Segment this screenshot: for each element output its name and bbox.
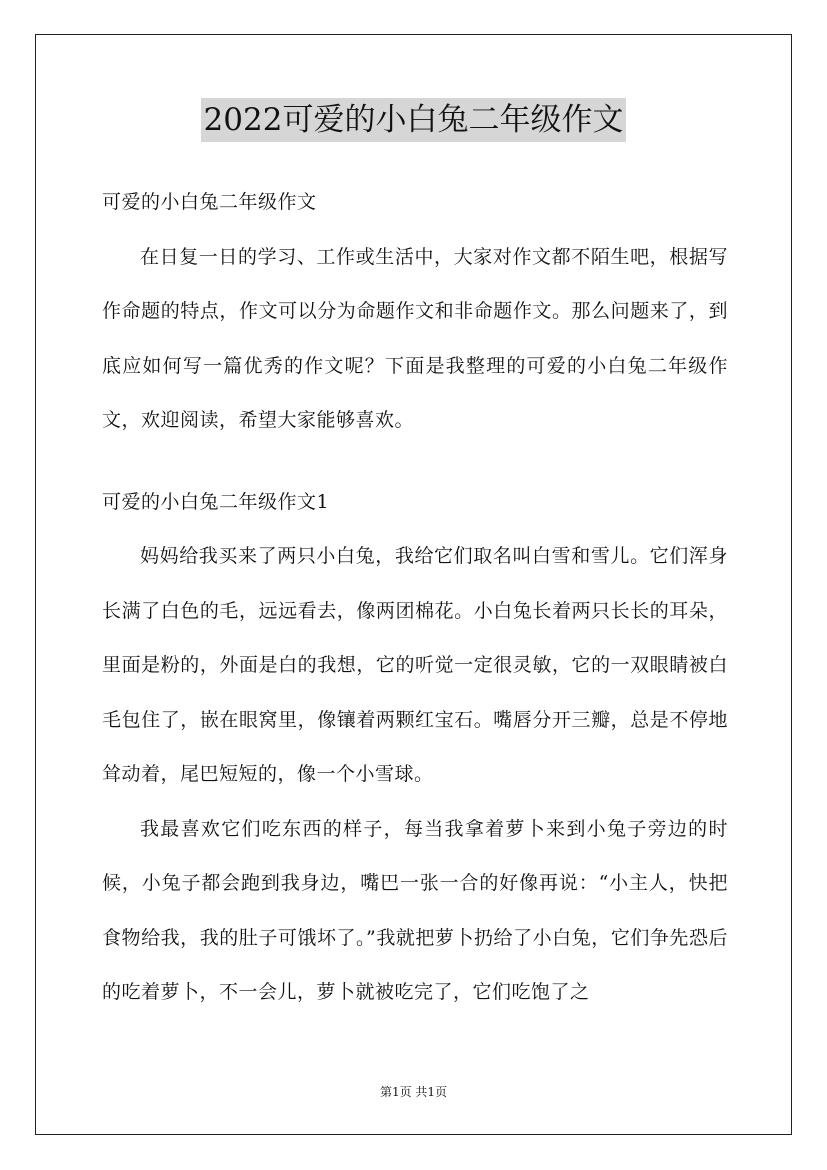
section-heading: 可爱的小白兔二年级作文1: [102, 490, 330, 513]
document-title: 2022可爱的小白兔二年级作文: [201, 98, 627, 142]
intro-paragraph: 在日复一日的学习、工作或生活中，大家对作文都不陌生吧，根据写作命题的特点，作文可以分为命题作文和非命题作文。那么问题来了，到底应如何写一篇优秀的作文呢？下面是我整理的可爱的小白兔二年级作文，欢迎阅读，希望大家能够喜欢。: [102, 245, 728, 431]
body-paragraph: 妈妈给我买来了两只小白兔，我给它们取名叫白雪和雪儿。它们浑身长满了白色的毛，远远看去，像两团棉花。小白兔长着两只长长的耳朵，里面是粉的，外面是白的我想，它的听觉一定很灵敏，它的一双眼睛被白毛包住了，嵌在眼窝里，像镶着两颗红宝石。嘴唇分开三瓣，总是不停地耸动着，尾巴短短的，像一个小雪球。: [102, 545, 728, 785]
page-footer: 第1页 共1页: [379, 1085, 448, 1099]
document-body: [102, 175, 728, 1020]
document-subtitle: 可爱的小白兔二年级作文: [102, 191, 317, 213]
body-paragraph: 我最喜欢它们吃东西的样子，每当我拿着萝卜来到小兔子旁边的时候，小兔子都会跑到我身边，嘴巴一张一合的好像再说：“小主人，快把食物给我，我的肚子可饿坏了。”我就把萝卜扔给了小白兔，它们争先恐后的吃着萝卜，不一会儿，萝卜就被吃完了，它们吃饱了之: [102, 817, 728, 1003]
title-container: [0, 98, 827, 142]
section-spacer: [102, 448, 728, 475]
